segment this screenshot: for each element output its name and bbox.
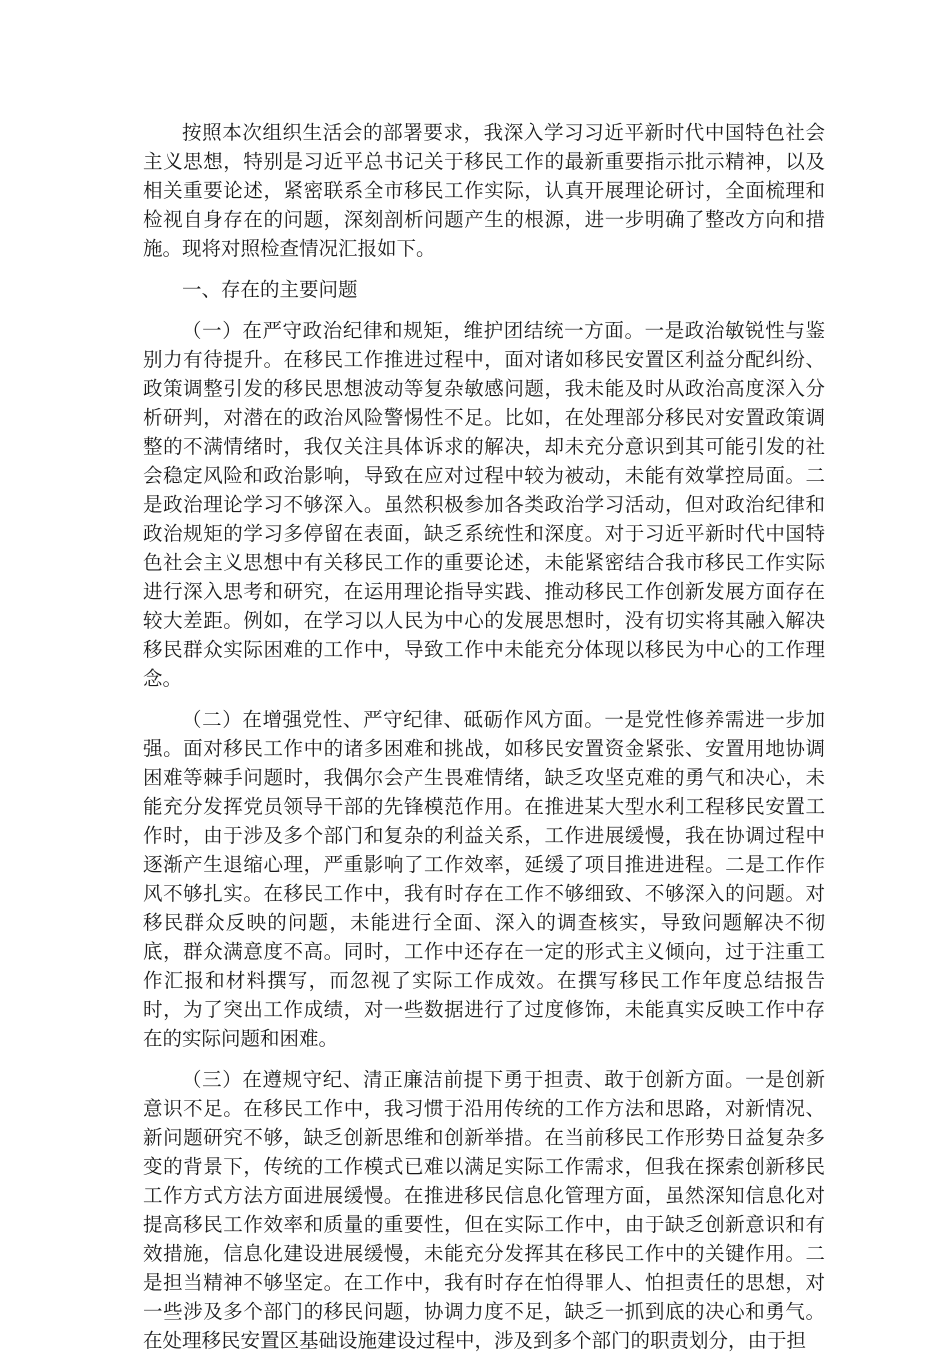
section-heading: 一、存在的主要问题 <box>182 278 358 301</box>
intro-paragraph: 按照本次组织生活会的部署要求，我深入学习习近平新时代中国特色社会主义思想，特别是习近平总书记关于移民工作的最新重要指示批示精神，以及相关重要论述，紧密联系全市移民工作实际，认真开展理论研讨，全面梳理和检视自身存在的问题，深刻剖析问题产生的根源，进一步明确了整改方向和措施。现将对照检查情况汇报如下。 <box>143 121 825 260</box>
paragraph-3: （三）在遵规守纪、清正廉洁前提下勇于担责、敢于创新方面。一是创新意识不足。在移民工作中，我习惯于沿用传统的工作方法和思路，对新情况、新问题研究不够，缺乏创新思维和创新举措。在当前移民工作形势日益复杂多变的背景下，传统的工作模式已难以满足实际工作需求，但我在探索创新移民工作方式方法方面进展缓慢。在推进移民信息化管理方面，虽然深知信息化对提高移民工作效率和质量的重要性，但在实际工作中，由于缺乏创新意识和有效措施，信息化建设进展缓慢，未能充分发挥其在移民工作中的关键作用。二是担当精神不够坚定。在工作中，我有时存在怕得罪人、怕担责任的思想，对一些涉及多个部门的移民问题，协调力度不足，缺乏一抓到底的决心和勇气。在处理移民安置区基础设施建设过程中，涉及到多个部门的职责划分，由于担 <box>143 1068 825 1352</box>
paragraph-1: （一）在严守政治纪律和规矩，维护团结统一方面。一是政治敏锐性与鉴别力有待提升。在移民工作推进过程中，面对诸如移民安置区利益分配纠纷、政策调整引发的移民思想波动等复杂敏感问题，我未能及时从政治高度深入分析研判，对潜在的政治风险警惕性不足。比如，在处理部分移民对安置政策调整的不满情绪时，我仅关注具体诉求的解决，却未充分意识到其可能引发的社会稳定风险和政治影响，导致在应对过程中较为被动，未能有效掌控局面。二是政治理论学习不够深入。虽然积极参加各类政治学习活动，但对政治纪律和政治规矩的学习多停留在表面，缺乏系统性和深度。对于习近平新时代中国特色社会主义思想中有关移民工作的重要论述，未能紧密结合我市移民工作实际进行深入思考和研究，在运用理论指导实践、推动移民工作创新发展方面存在较大差距。例如，在学习以人民为中心的发展思想时，没有切实将其融入解决移民群众实际困难的工作中，导致工作中未能充分体现以移民为中心的工作理念。 <box>143 319 825 690</box>
paragraph-2: （二）在增强党性、严守纪律、砥砺作风方面。一是党性修养需进一步加强。面对移民工作中的诸多困难和挑战，如移民安置资金紧张、安置用地协调困难等棘手问题时，我偶尔会产生畏难情绪，缺乏攻坚克难的勇气和决心，未能充分发挥党员领导干部的先锋模范作用。在推进某大型水利工程移民安置工作时，由于涉及多个部门和复杂的利益关系，工作进展缓慢，我在协调过程中逐渐产生退缩心理，严重影响了工作效率，延缓了项目推进进程。二是工作作风不够扎实。在移民工作中，我有时存在工作不够细致、不够深入的问题。对移民群众反映的问题，未能进行全面、深入的调查核实，导致问题解决不彻底，群众满意度不高。同时，工作中还存在一定的形式主义倾向，过于注重工作汇报和材料撰写，而忽视了实际工作成效。在撰写移民工作年度总结报告时，为了突出工作成绩，对一些数据进行了过度修饰，未能真实反映工作中存在的实际问题和困难。 <box>143 708 825 1050</box>
document-body <box>143 118 825 1367</box>
